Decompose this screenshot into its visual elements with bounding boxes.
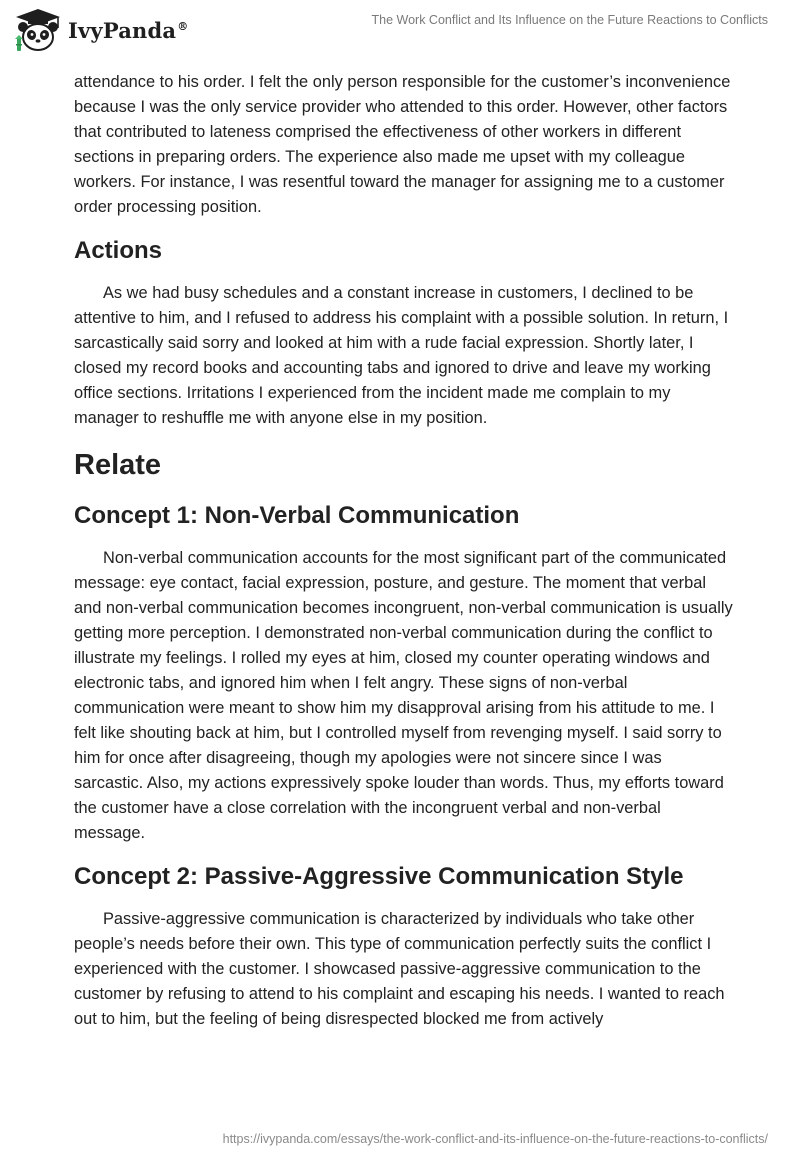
logo-wordmark: IvyPanda® — [68, 17, 189, 43]
section-heading-relate: Relate — [74, 449, 162, 481]
page-header — [0, 0, 800, 60]
panda-graduate-icon — [14, 8, 62, 52]
section-heading-concept-1: Concept 1: Non-Verbal Communication — [74, 502, 520, 529]
source-url-link[interactable]: https://ivypanda.com/essays/the-work-conflict-and-its-influence-on-the-future-reactions-to-conflicts/ — [222, 1132, 768, 1146]
actions-paragraph: As we had busy schedules and a constant increase in customers, I declined to be attentive to him, and I refused to address his complaint with a possible solution. In return, I sarcastically said sorry and looked at him with a rude facial expression. Shortly later, I closed my record books and accounting tabs and ignored to drive and leave my working office sections. Irritations I experienced from the incident made me complain to my manager to reshuffle me with anyone else in my position. — [74, 284, 729, 427]
section-heading-actions: Actions — [74, 237, 163, 264]
concept-2-paragraph: Passive-aggressive communication is characterized by individuals who take other people’s needs before their own. This type of communication perfectly suits the conflict I experienced with the customer. I showcased passive-aggressive communication to the customer by refusing to attend to his complaint and escaping his needs. I wanted to reach out to him, but the feeling of being disrespected blocked me from actively — [74, 910, 725, 1028]
document-title: The Work Conflict and Its Influence on the Future Reactions to Conflicts — [371, 13, 768, 27]
essay-content — [74, 70, 734, 1032]
logo[interactable] — [14, 8, 188, 52]
concept-1-paragraph: Non-verbal communication accounts for the most significant part of the communicated message: eye contact, facial expression, posture, and gesture. The moment that verbal and non-verbal communication becomes incongruent, non-verbal communication is usually getting more perception. I demonstrated non-verbal communication during the conflict to illustrate my feelings. I rolled my eyes at him, closed my counter operating windows and electronic tabs, and ignored him when I felt angry. These signs of non-verbal communication were meant to show him my disapproval arising from his attitude to me. I felt like shouting back at him, but I controlled myself from revenging myself. I said sorry to him for once after disagreeing, though my apologies were not sincere since I was sarcastic. Also, my actions expressively spoke louder than words. Thus, my efforts toward the customer have a close correlation with the incongruent verbal and non-verbal message. — [74, 549, 733, 842]
intro-paragraph: attendance to his order. I felt the only person responsible for the customer’s inconvenience because I was the only service provider who attended to this order. However, other factors that contributed to lateness comprised the effectiveness of other workers in different sections in preparing orders. The experience also made me upset with my colleague workers. For instance, I was resentful toward the manager for assigning me to a customer order processing position. — [74, 73, 731, 216]
section-heading-concept-2: Concept 2: Passive-Aggressive Communication Style — [74, 863, 684, 890]
registered-mark: ® — [177, 19, 189, 33]
